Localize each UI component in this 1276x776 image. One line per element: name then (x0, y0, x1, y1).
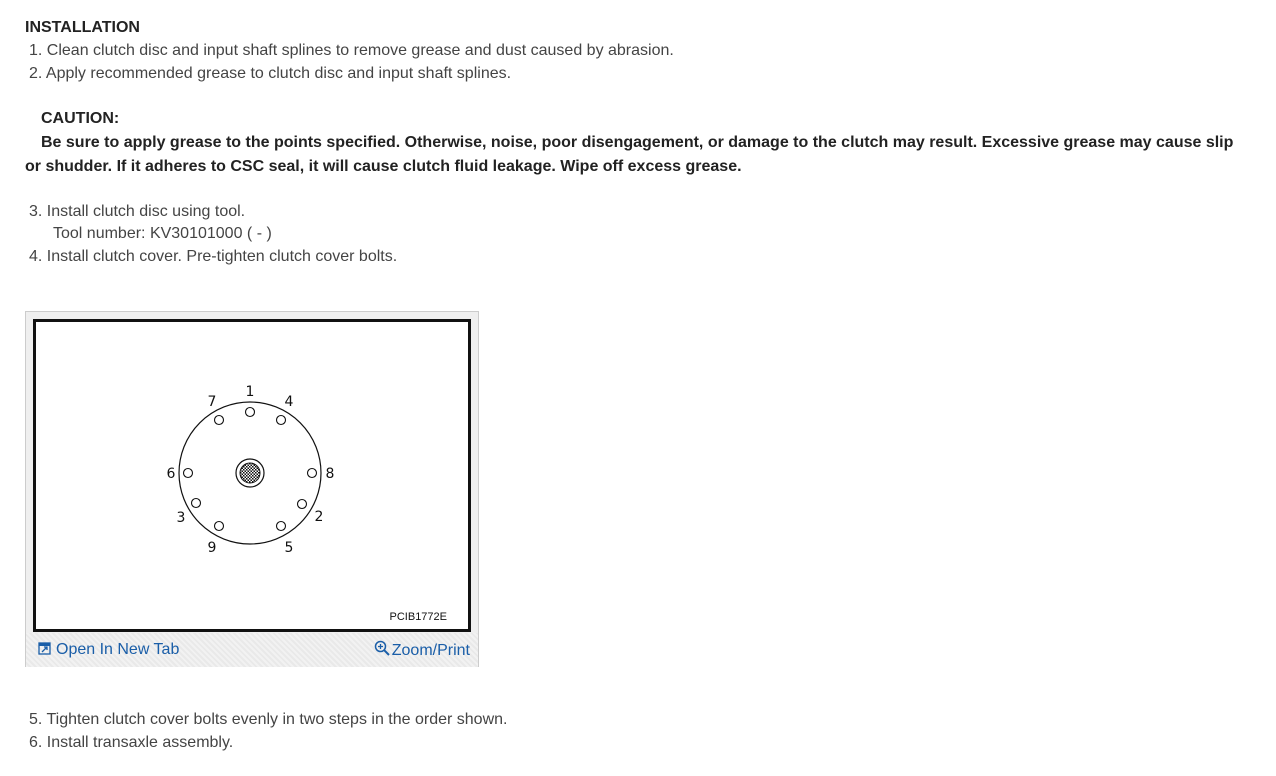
step-1: 1. Clean clutch disc and input shaft splines to remove grease and dust caused by abrasion. (29, 42, 674, 59)
caution-body: Be sure to apply grease to the points specified. Otherwise, noise, poor disengagement, or damage to the clutch may result. Excessive grease may cause slip or shudder. If it adheres to CSC seal, it will cause clutch fluid leakage. Wipe off excess grease. (25, 134, 1234, 175)
center-hub (240, 463, 260, 483)
bolt-label-9: 9 (207, 540, 217, 556)
bolt-hole-7 (215, 416, 224, 425)
tool-number: Tool number: KV30101000 ( - ) (53, 225, 272, 242)
open-in-new-tab-link[interactable] (38, 640, 179, 661)
caution-title: CAUTION: (41, 110, 120, 127)
bolt-order-diagram (33, 319, 471, 632)
zoom-print-label: Zoom/Print (391, 642, 470, 659)
bolt-hole-2 (298, 500, 307, 509)
figure-container (25, 311, 479, 667)
bolt-label-1: 1 (245, 384, 255, 400)
bolt-hole-8 (308, 469, 317, 478)
magnifier-plus-icon (374, 640, 390, 662)
bolt-hole-9 (215, 522, 224, 531)
figure-code: PCIB1772E (389, 611, 447, 623)
installation-heading: INSTALLATION (25, 19, 140, 36)
bolt-label-8: 8 (325, 466, 335, 482)
step-5: 5. Tighten clutch cover bolts evenly in two steps in the order shown. (29, 711, 508, 728)
step-2: 2. Apply recommended grease to clutch disc and input shaft splines. (29, 65, 512, 82)
bolt-label-5: 5 (284, 540, 294, 556)
bolt-label-2: 2 (314, 509, 324, 525)
zoom-print-link[interactable] (374, 640, 470, 662)
step-3: 3. Install clutch disc using tool. (29, 203, 246, 220)
bolt-hole-4 (277, 416, 286, 425)
bolt-hole-1 (246, 408, 255, 417)
step-6: 6. Install transaxle assembly. (29, 734, 234, 751)
diagram-svg (36, 322, 468, 629)
bolt-label-3: 3 (176, 510, 186, 526)
bolt-hole-5 (277, 522, 286, 531)
bolt-label-4: 4 (284, 394, 294, 410)
bolt-label-7: 7 (207, 394, 217, 410)
step-4: 4. Install clutch cover. Pre-tighten clutch cover bolts. (29, 248, 398, 265)
bolt-label-6: 6 (166, 466, 176, 482)
figure-links-bar (26, 633, 478, 667)
open-in-new-tab-label: Open In New Tab (56, 641, 180, 658)
bolt-hole-6 (184, 469, 193, 478)
open-new-tab-icon (38, 641, 51, 661)
bolt-hole-3 (192, 499, 201, 508)
